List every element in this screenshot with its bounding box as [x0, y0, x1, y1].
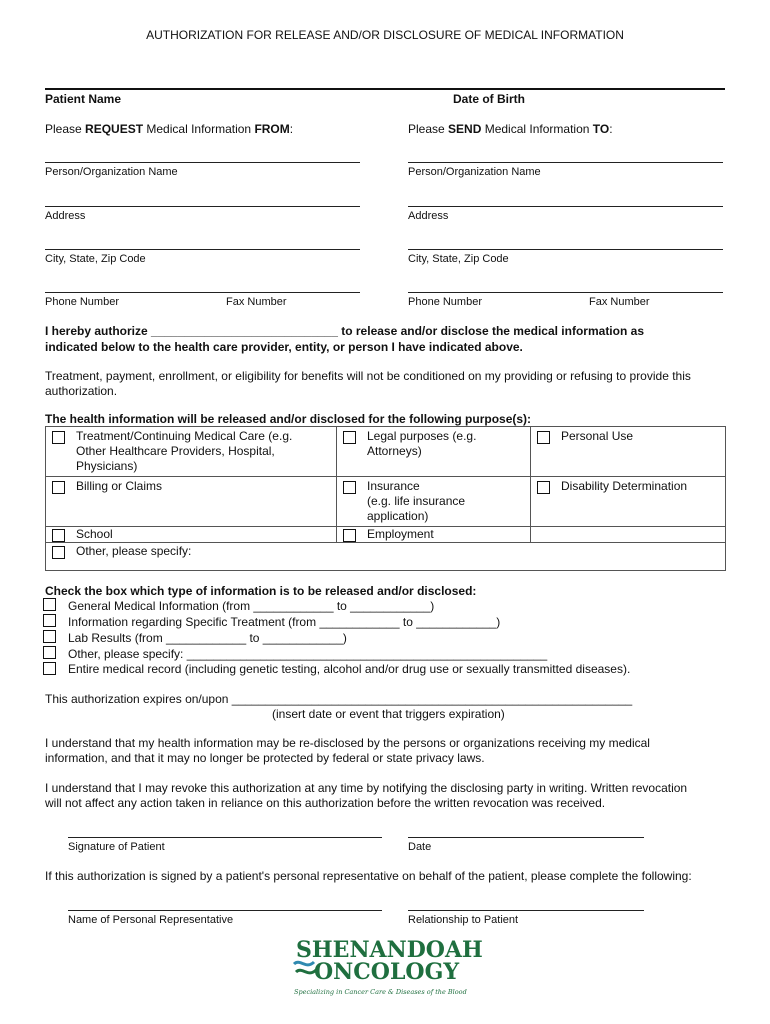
- rep-name-label: Name of Personal Representative: [68, 914, 234, 926]
- to-phone-line[interactable]: [408, 292, 723, 293]
- logo-line-1: SHENANDOAH: [296, 937, 483, 963]
- from-phone-label: Phone Number: [45, 296, 119, 308]
- purpose-cell-empty: [531, 527, 726, 543]
- school-checkbox[interactable]: [52, 529, 65, 542]
- info-entire-checkbox[interactable]: [43, 662, 56, 675]
- page-title: AUTHORIZATION FOR RELEASE AND/OR DISCLOSURE OF MEDICAL INFORMATION: [146, 28, 624, 42]
- to-address-line[interactable]: [408, 206, 723, 207]
- relationship-label: Relationship to Patient: [408, 914, 519, 926]
- info-general-label: General Medical Information (from ____________ to ____________): [68, 599, 435, 613]
- date-line[interactable]: [408, 837, 644, 838]
- to-address-label: Address: [408, 210, 449, 222]
- other-purpose-label: Other, please specify:: [76, 544, 192, 558]
- purpose-cell-other: [46, 543, 726, 571]
- purpose-table: [45, 426, 726, 571]
- treatment-label-3: Physicians): [76, 459, 138, 473]
- employment-checkbox[interactable]: [343, 529, 356, 542]
- purpose-cell-billing: [46, 477, 337, 527]
- from-address-label: Address: [45, 210, 86, 222]
- signature-label: Signature of Patient: [68, 841, 165, 853]
- from-fax-label: Fax Number: [226, 296, 287, 308]
- logo-line-2: ONCOLOGY: [314, 959, 460, 985]
- info-entire-label: Entire medical record (including genetic testing, alcohol and/or drug use or sexually transmitted diseases).: [68, 662, 631, 676]
- billing-label: Billing or Claims: [76, 479, 163, 493]
- purpose-heading: The health information will be released and/or disclosed for the following purpose(s):: [45, 412, 532, 426]
- header-rule: [45, 88, 725, 90]
- treatment-label-2: Other Healthcare Providers, Hospital,: [76, 444, 275, 458]
- from-phone-line[interactable]: [45, 292, 360, 293]
- revoke-line-2: will not affect any action taken in reliance on this authorization before the written revocation was received.: [45, 796, 606, 810]
- employment-label: Employment: [367, 527, 434, 541]
- authorize-line-1: I hereby authorize ____________________________ to release and/or disclose the medical information as: [45, 324, 644, 338]
- personal-label: Personal Use: [561, 429, 634, 443]
- rep-name-line[interactable]: [68, 910, 382, 911]
- signature-line[interactable]: [68, 837, 382, 838]
- from-org-line[interactable]: [45, 162, 360, 163]
- to-org-line[interactable]: [408, 162, 723, 163]
- from-address-line[interactable]: [45, 206, 360, 207]
- authorize-line-2: indicated below to the health care provider, entity, or person I have indicated above.: [45, 340, 523, 354]
- insurance-checkbox[interactable]: [343, 481, 356, 494]
- shenandoah-logo: [292, 937, 483, 1002]
- insurance-label-3: application): [367, 509, 429, 523]
- redisclose-line-1: I understand that my health information may be re-disclosed by the persons or organizations receiving my medical: [45, 736, 650, 750]
- other-purpose-checkbox[interactable]: [52, 546, 65, 559]
- date-label: Date: [408, 841, 432, 853]
- to-city-line[interactable]: [408, 249, 723, 250]
- from-org-label: Person/Organization Name: [45, 166, 178, 178]
- expires-line[interactable]: This authorization expires on/upon ____________________________________________________________: [45, 692, 633, 706]
- to-phone-label: Phone Number: [408, 296, 482, 308]
- to-fax-label: Fax Number: [589, 296, 650, 308]
- representative-note: If this authorization is signed by a patient's personal representative on behalf of the patient, please complete the following:: [45, 869, 692, 883]
- to-org-label: Person/Organization Name: [408, 166, 541, 178]
- purpose-cell-legal: [337, 427, 531, 477]
- purpose-cell-insurance: [337, 477, 531, 527]
- disability-label: Disability Determination: [561, 479, 688, 493]
- patient-name-label: Patient Name: [45, 92, 122, 106]
- school-label: School: [76, 527, 113, 541]
- treatment-notice-2: authorization.: [45, 384, 118, 398]
- insurance-label-1: Insurance: [367, 479, 420, 493]
- billing-checkbox[interactable]: [52, 481, 65, 494]
- info-heading: Check the box which type of information is to be released and/or disclosed:: [45, 584, 477, 598]
- legal-label-2: Attorneys): [367, 444, 422, 458]
- purpose-cell-school: [46, 527, 337, 543]
- redisclose-line-2: information, and that it may no longer be protected by federal or state privacy laws.: [45, 751, 485, 765]
- send-to-label: Please SEND Medical Information TO:: [408, 122, 613, 136]
- info-lab-checkbox[interactable]: [43, 630, 56, 643]
- treatment-notice-1: Treatment, payment, enrollment, or eligibility for benefits will not be conditioned on my providing or refusing to provide this: [45, 369, 691, 383]
- info-general-checkbox[interactable]: [43, 598, 56, 611]
- purpose-cell-disability: [531, 477, 726, 527]
- info-specific-checkbox[interactable]: [43, 614, 56, 627]
- info-other-checkbox[interactable]: [43, 646, 56, 659]
- legal-label-1: Legal purposes (e.g.: [367, 429, 477, 443]
- to-city-label: City, State, Zip Code: [408, 253, 509, 265]
- treatment-label-1: Treatment/Continuing Medical Care (e.g.: [76, 429, 293, 443]
- relationship-line[interactable]: [408, 910, 644, 911]
- dob-label: Date of Birth: [453, 92, 525, 106]
- treatment-checkbox[interactable]: [52, 431, 65, 444]
- from-city-label: City, State, Zip Code: [45, 253, 146, 265]
- logo-tagline: Specializing in Cancer Care & Diseases of the Blood: [294, 988, 467, 996]
- request-from-label: Please REQUEST Medical Information FROM:: [45, 122, 294, 136]
- from-city-line[interactable]: [45, 249, 360, 250]
- purpose-cell-personal: [531, 427, 726, 477]
- revoke-line-1: I understand that I may revoke this authorization at any time by notifying the disclosing party in writing. Written revocation: [45, 781, 688, 795]
- purpose-cell-employment: [337, 527, 531, 543]
- purpose-cell-treatment: [46, 427, 337, 477]
- info-lab-label: Lab Results (from ____________ to ____________): [68, 631, 347, 645]
- legal-checkbox[interactable]: [343, 431, 356, 444]
- insurance-label-2: (e.g. life insurance: [367, 494, 466, 508]
- expires-hint: (insert date or event that triggers expiration): [272, 707, 505, 721]
- info-specific-label: Information regarding Specific Treatment (from ____________ to ____________): [68, 615, 501, 629]
- personal-checkbox[interactable]: [537, 431, 550, 444]
- info-other-label: Other, please specify: ______________________________________________________: [68, 647, 548, 661]
- disability-checkbox[interactable]: [537, 481, 550, 494]
